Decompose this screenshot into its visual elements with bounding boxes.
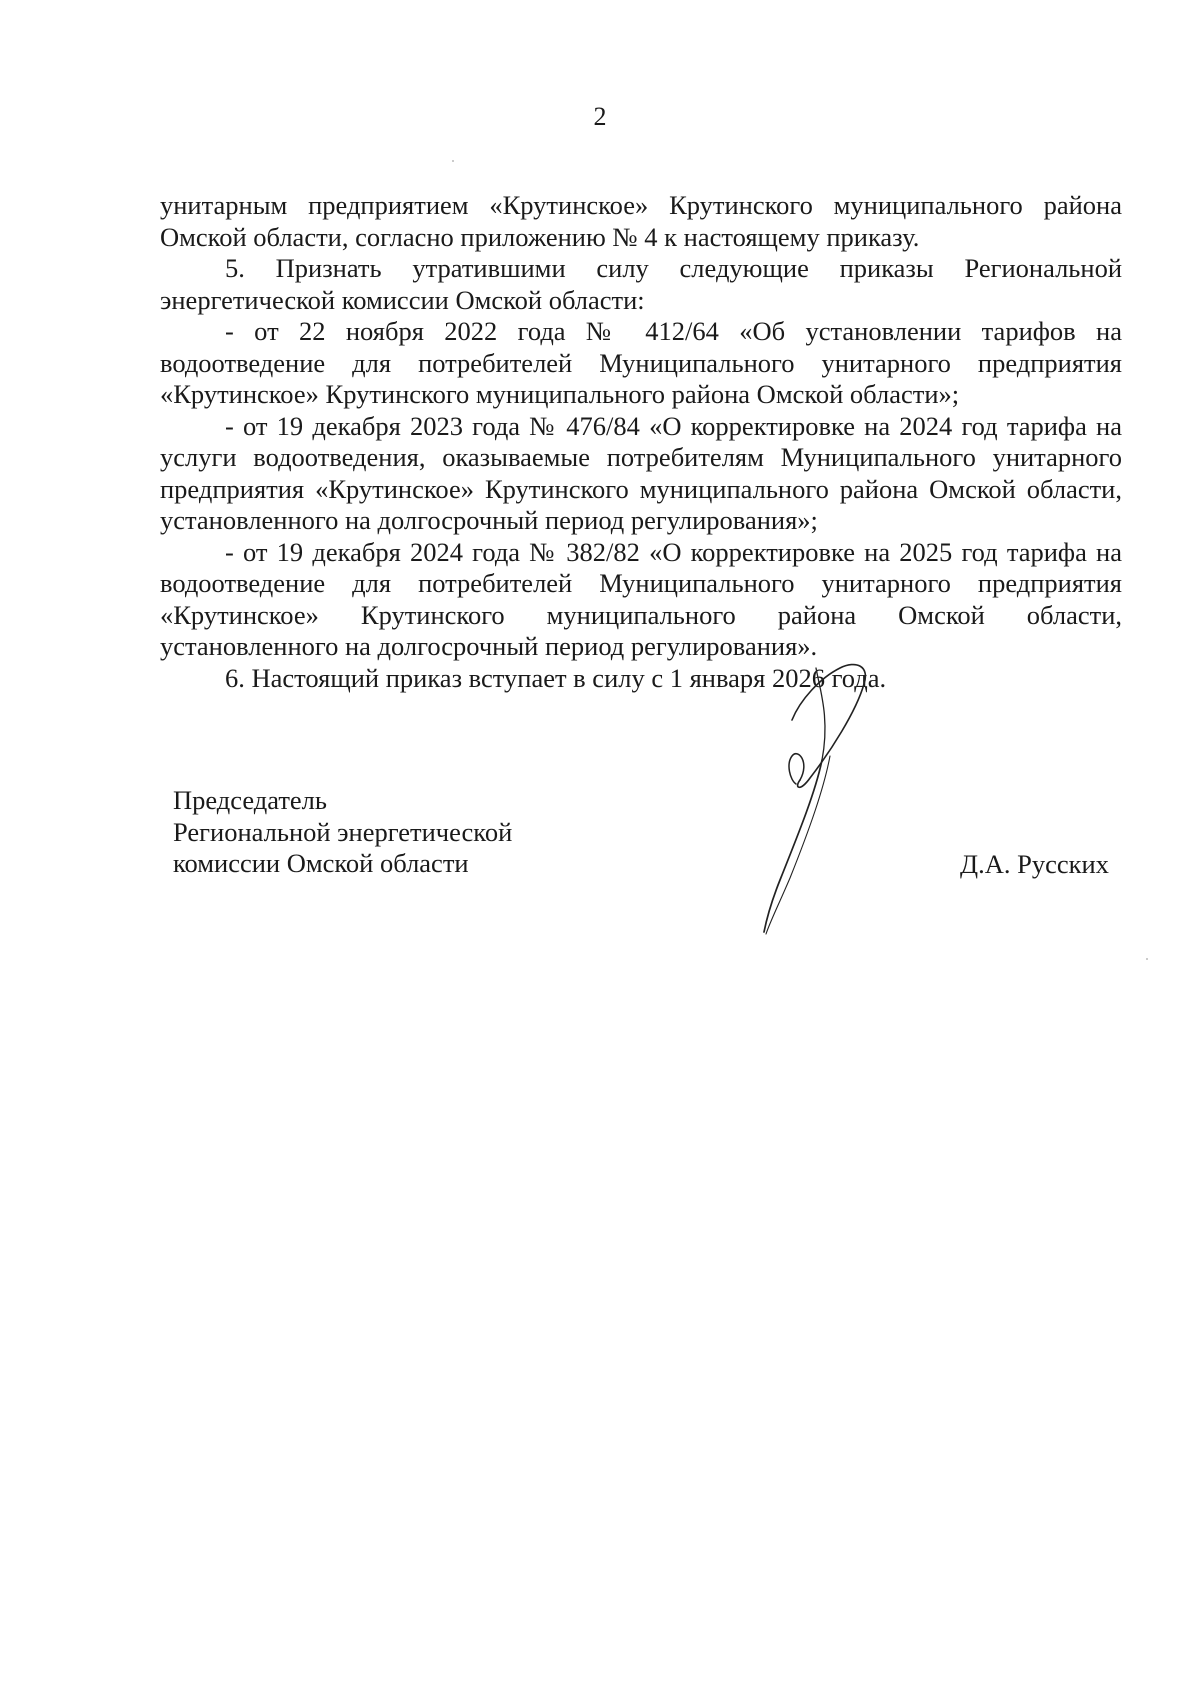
paragraph-repealed-order-412-64: - от 22 ноября 2022 года № 412/64 «Об установлении тарифов на водоотведение для потребителей Муниципального унитарного предприятия «Крутинское» Крутинского муниципального района Омской области»;	[160, 316, 1122, 409]
paragraph-item-6: 6. Настоящий приказ вступает в силу с 1 января 2026 года.	[225, 662, 887, 693]
signatory-position	[173, 785, 593, 880]
scan-speck	[452, 160, 454, 162]
position-line: Региональной энергетической	[173, 816, 513, 847]
scan-speck	[1146, 958, 1148, 960]
signature-stroke	[764, 760, 822, 932]
position-line: комиссии Омской области	[173, 848, 469, 878]
paragraph-repealed-order-476-84: - от 19 декабря 2023 года № 476/84 «О корректировке на 2024 год тарифа на услуги водоотведения, оказываемые потребителям Муниципального унитарного предприятия «Крутинское» Крутинского муниципального района Омской области, установленного на долгосрочный период регулирования»;	[160, 410, 1122, 535]
document-body	[160, 190, 1122, 694]
paragraph-continuation: унитарным предприятием «Крутинское» Крутинского муниципального района Омской области, согласно приложению № 4 к настоящему приказу.	[160, 190, 1122, 252]
page-number: 2	[593, 102, 607, 131]
position-line: Председатель	[173, 785, 327, 815]
paragraph-repealed-order-382-82: - от 19 декабря 2024 года № 382/82 «О корректировке на 2025 год тарифа на водоотведение для потребителей Муниципального унитарного предприятия «Крутинское» Крутинского муниципального района Омской области, установленного на долгосрочный период регулирования».	[160, 536, 1122, 661]
paragraph-item-5: 5. Признать утратившими силу следующие приказы Региональной энергетической комиссии Омской области:	[160, 253, 1122, 315]
signer-name: Д.А. Русских	[960, 849, 1109, 879]
signature-stroke	[766, 756, 830, 934]
handwritten-signature	[760, 660, 940, 940]
signature-stroke	[789, 754, 804, 784]
